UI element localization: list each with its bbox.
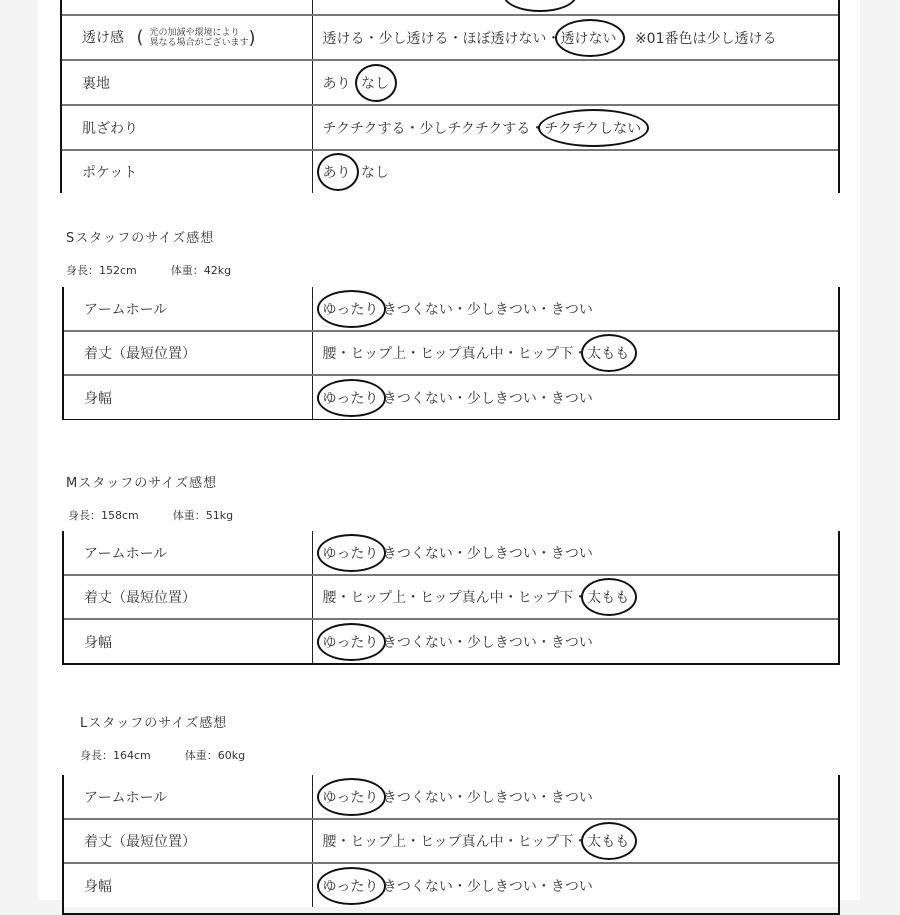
option: きつくない (382, 634, 453, 651)
row-label: 着丈（最短位置） (84, 590, 196, 606)
option: 少しきつい (466, 789, 537, 806)
option-loose-selected: ゆったり (323, 632, 379, 652)
staff-stats-m (68, 507, 233, 523)
table-row-cut-off (62, 0, 838, 15)
option: ヒップ上 (350, 834, 407, 850)
option: ヒップ真ん中 (420, 834, 504, 850)
option: 腰 (322, 346, 337, 362)
m-size-table (64, 531, 838, 663)
table-row-width: 身幅 ゆったり きつくない・少しきつい・きつい (64, 619, 838, 663)
option-loose-selected: ゆったり (323, 299, 379, 319)
height-value: 身長：152cm (66, 264, 137, 277)
height-value: 身長：158cm (68, 509, 139, 522)
weight-value: 体重：51kg (172, 509, 234, 522)
option-yes: あり (322, 75, 351, 92)
row-label: 着丈（最短位置） (84, 834, 196, 850)
option-no: なし (360, 165, 389, 181)
height-value: 身長：164cm (80, 749, 151, 762)
row-label: アームホール (84, 789, 168, 806)
option: きつくない (382, 545, 453, 562)
option-not-transparent-selected: 透けない (561, 28, 617, 48)
option-thigh-selected: 太もも (587, 831, 629, 851)
option-thigh-selected: 太もも (587, 587, 629, 607)
option: ヒップ真ん中 (420, 346, 504, 362)
option-itchy: チクチクする (322, 120, 406, 137)
weight-value: 体重：42kg (170, 264, 232, 277)
section-title-m: Mスタッフのサイズ感想 (66, 476, 218, 491)
table-row-width: 身幅 ゆったり きつくない・少しきつい・きつい (64, 863, 838, 907)
option: ヒップ下 (517, 346, 574, 362)
option: 少しきつい (466, 878, 537, 895)
option-thigh-selected: 太もも (587, 343, 629, 363)
table-row-width: 身幅 ゆったり きつくない・少しきつい・きつい (64, 375, 838, 419)
option: ヒップ上 (350, 590, 407, 606)
table-row-texture: 肌ざわり チクチクする・少しチクチクする・チクチクしない (62, 105, 838, 150)
option-yes-selected: あり (323, 162, 351, 182)
option-slightly-itchy: 少しチクチクする (419, 120, 531, 137)
row-label: アームホール (84, 545, 168, 562)
table-row-length: 着丈（最短位置） 腰・ヒップ上・ヒップ真ん中・ヒップ下・太もも (64, 819, 838, 863)
option-no-selected: なし (361, 73, 389, 93)
row-label: 着丈（最短位置） (84, 346, 196, 362)
option: 少しきつい (466, 301, 537, 318)
option: 少しきつい (466, 545, 537, 562)
weight-value: 体重：60kg (184, 749, 246, 762)
staff-stats-s (66, 262, 231, 278)
row-label: 透け感 (82, 29, 124, 46)
row-label: アームホール (84, 301, 168, 318)
row-label: 身幅 (84, 634, 112, 651)
option-loose-selected: ゆったり (323, 787, 379, 807)
table-row-pocket (62, 150, 838, 193)
option: きつい (550, 634, 593, 651)
s-size-table (64, 287, 838, 419)
option: きつくない (382, 301, 453, 318)
option-slightly-transparent: 少し透ける (378, 30, 449, 47)
option: きつい (550, 545, 593, 562)
option: 腰 (322, 834, 337, 850)
option: きつくない (382, 789, 453, 806)
document-page (38, 0, 860, 900)
option: ヒップ上 (350, 346, 407, 362)
option: 少しきつい (466, 634, 537, 651)
transparency-note: 光の加減や環境により 異なる場合がございます (149, 27, 249, 48)
option: きつくない (382, 390, 453, 407)
table-row-armhole: アームホール ゆったり きつくない・少しきつい・きつい (64, 287, 838, 331)
option: ヒップ真ん中 (420, 590, 504, 606)
option-transparent: 透ける (322, 30, 365, 47)
option-barely-transparent: ほぼ透けない (462, 30, 547, 47)
row-label: ポケット (82, 165, 138, 181)
section-title-s: Sスタッフのサイズ感想 (66, 231, 215, 246)
cut-off-circle (503, 0, 577, 12)
option: きつくない (382, 878, 453, 895)
option: きつい (550, 390, 593, 407)
option: きつい (550, 301, 593, 318)
option: ヒップ下 (517, 834, 574, 850)
attributes-table (62, 0, 838, 193)
color-note: ※01番色は少し透ける (634, 30, 777, 47)
table-row-armhole: アームホール ゆったり きつくない・少しきつい・きつい (64, 531, 838, 575)
table-row-length: 着丈（最短位置） 腰・ヒップ上・ヒップ真ん中・ヒップ下・太もも (64, 575, 838, 619)
table-row-transparency: 透け感 ( 光の加減や環境により 異なる場合がございます) 透ける・少し透ける・ほぼ透けない・透けない ※01番色は少し透ける (62, 15, 838, 60)
row-label: 身幅 (84, 390, 112, 407)
option-loose-selected: ゆったり (323, 543, 379, 563)
option-loose-selected: ゆったり (323, 388, 379, 408)
section-title-l: Lスタッフのサイズ感想 (80, 716, 228, 731)
option-not-itchy-selected: チクチクしない (544, 118, 641, 138)
option: 腰 (322, 590, 337, 606)
l-size-table (64, 775, 838, 907)
row-label: 肌ざわり (82, 120, 138, 137)
table-row-length: 着丈（最短位置） 腰・ヒップ上・ヒップ真ん中・ヒップ下・太もも (64, 331, 838, 375)
option: きつい (550, 789, 593, 806)
option: ヒップ下 (517, 590, 574, 606)
option: 少しきつい (466, 390, 537, 407)
staff-stats-l (80, 747, 245, 763)
table-row-lining (62, 60, 838, 105)
row-label: 身幅 (84, 878, 112, 895)
option-loose-selected: ゆったり (323, 876, 379, 896)
option: きつい (550, 878, 593, 895)
table-row-armhole: アームホール ゆったり きつくない・少しきつい・きつい (64, 775, 838, 819)
row-label: 裏地 (82, 75, 110, 92)
